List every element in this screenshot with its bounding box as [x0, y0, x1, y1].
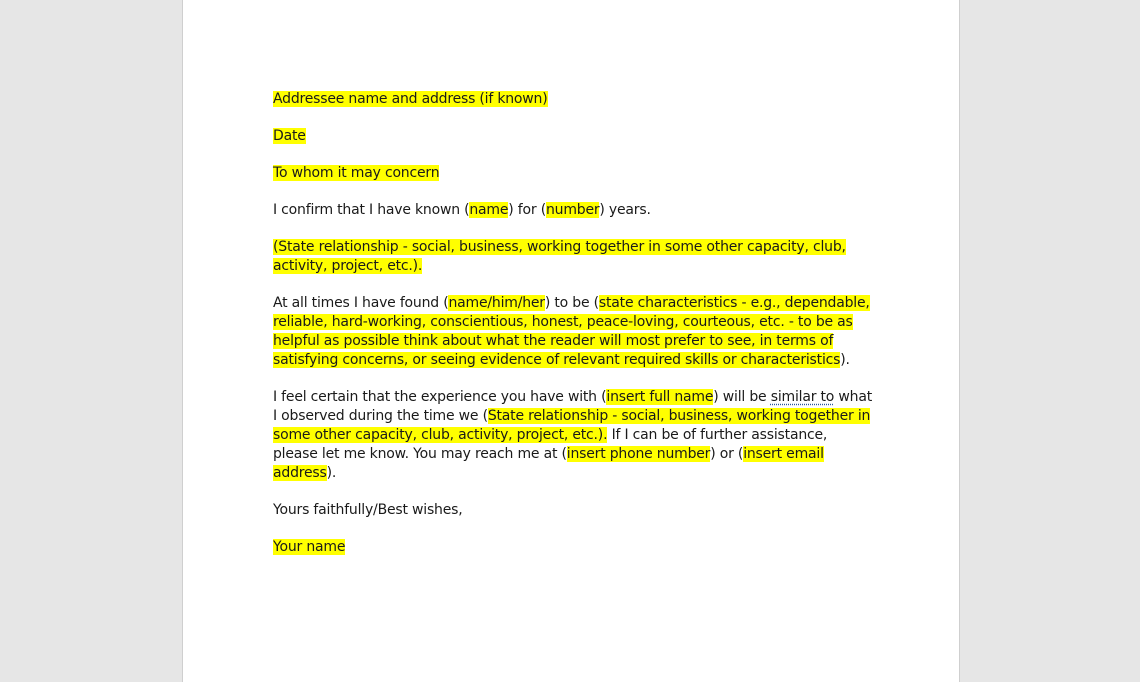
text-run: I feel certain that the experience you have with (: [273, 389, 607, 405]
paragraph-relationship[interactable]: [273, 238, 873, 276]
closing-text: Yours faithfully/Best wishes,: [273, 502, 463, 518]
relationship-placeholder: (State relationship - social, business, working together in some other capacity, club, activity, project, etc.).: [273, 239, 846, 274]
text-run: ) will be: [713, 389, 771, 405]
text-run: ).: [326, 465, 337, 481]
date-line[interactable]: [273, 127, 873, 146]
relationship-placeholder-2: State relationship - social, business, working together in some other capacity, club, activity, project, etc.).: [273, 408, 871, 443]
grammar-flagged-text[interactable]: similar to: [770, 389, 835, 405]
phone-placeholder: insert phone number: [566, 446, 711, 462]
addressee-placeholder: Addressee name and address (if known): [273, 91, 548, 107]
signature-line[interactable]: [273, 538, 873, 557]
text-run: ) to be (: [544, 295, 599, 311]
date-placeholder: Date: [273, 128, 306, 144]
salutation-placeholder: To whom it may concern: [273, 165, 440, 181]
text-run: ) for (: [508, 202, 546, 218]
text-run: ).: [840, 352, 850, 368]
closing-line[interactable]: [273, 501, 873, 520]
paragraph-characteristics[interactable]: [273, 294, 873, 370]
paragraph-experience-contact[interactable]: [273, 388, 873, 483]
name-placeholder: name: [469, 202, 509, 218]
number-placeholder: number: [545, 202, 600, 218]
text-run: ) or (: [710, 446, 744, 462]
letter-body[interactable]: [273, 90, 873, 575]
full-name-placeholder: insert full name: [606, 389, 714, 405]
text-run: I confirm that I have known (: [273, 202, 470, 218]
document-page[interactable]: [182, 0, 960, 682]
characteristics-placeholder: state characteristics - e.g., dependable, reliable, hard-working, conscientious, honest, peace-loving, courteous, etc. - to be as helpful as possible think about what the reader will most prefer to see, in terms of satisfying concerns, or seeing evidence of relevant required skills or characteristics: [273, 295, 870, 368]
pronoun-placeholder: name/him/her: [448, 295, 545, 311]
email-placeholder: insert email address: [273, 446, 824, 481]
text-run: ) years.: [599, 202, 651, 218]
paragraph-known-duration[interactable]: [273, 201, 873, 220]
addressee-line[interactable]: [273, 90, 873, 109]
text-run: At all times I have found (: [273, 295, 449, 311]
text-run: If I can be of further assistance, please let me know. You may reach me at (: [273, 427, 828, 462]
salutation-line[interactable]: [273, 164, 873, 183]
signature-placeholder: Your name: [273, 539, 346, 555]
text-run: what I observed during the time we (: [273, 389, 873, 424]
